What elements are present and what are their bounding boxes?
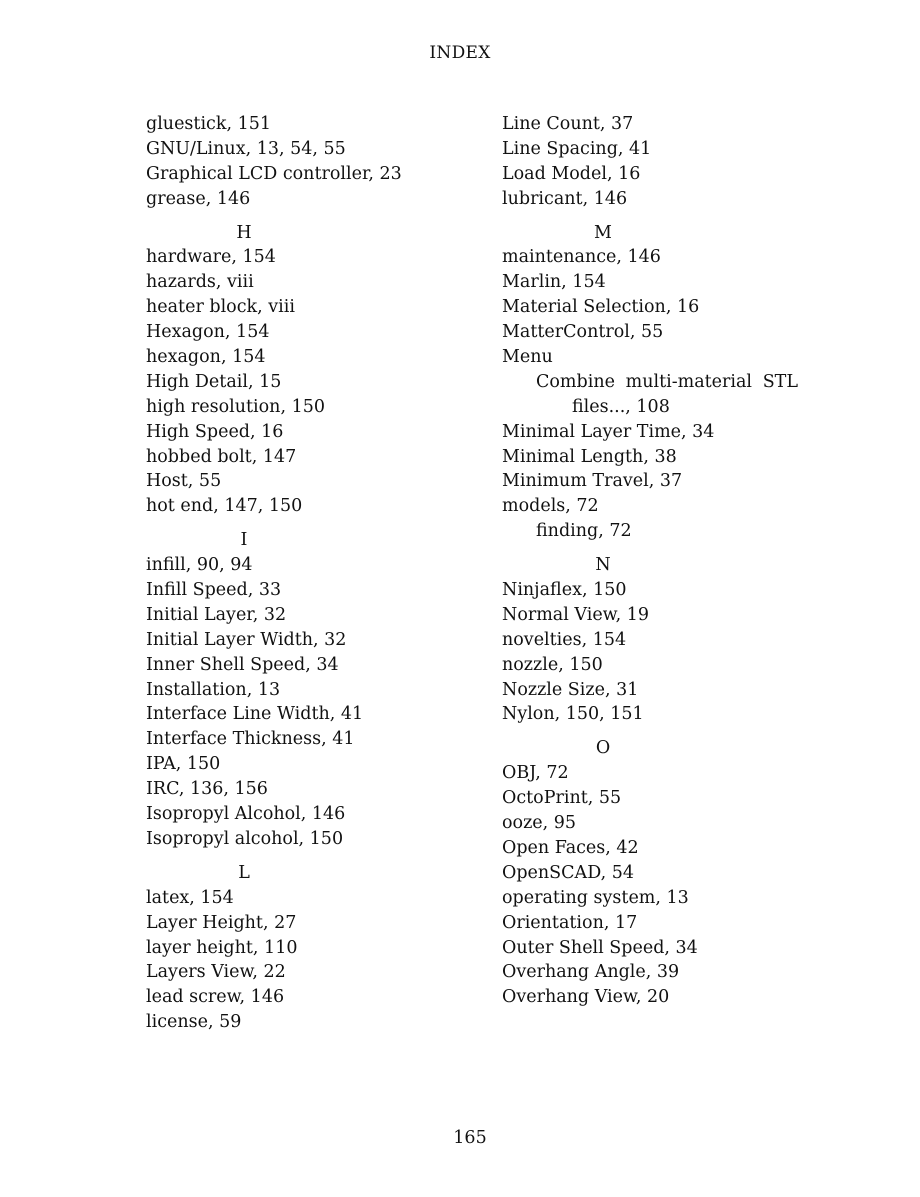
section-letter-n: N	[595, 555, 611, 576]
index-entry: Orientation, 17	[502, 912, 638, 933]
index-entry: Host, 55	[146, 471, 222, 492]
index-entry: nozzle, 150	[502, 654, 603, 675]
index-entry: novelties, 154	[502, 629, 627, 650]
index-entry: ooze, 95	[502, 813, 577, 834]
index-entry: Minimal Length, 38	[502, 446, 677, 467]
index-subentry: finding, 72	[536, 521, 632, 542]
subentry-word: multi-material	[625, 371, 753, 392]
index-entry: Isopropyl alcohol, 150	[146, 828, 344, 849]
running-header: INDEX	[429, 43, 491, 63]
index-group-g	[146, 112, 466, 212]
subentry-word: STL	[762, 371, 798, 392]
index-entry: Load Model, 16	[502, 163, 641, 184]
section-letter-m: M	[594, 222, 612, 243]
index-entry: Ninjaflex, 150	[502, 580, 627, 601]
index-entry: Overhang View, 20	[502, 987, 670, 1008]
index-column-right	[502, 112, 812, 1010]
index-entry: gluestick, 151	[146, 114, 271, 134]
index-entry: Menu	[502, 347, 553, 368]
index-entry: Initial Layer, 32	[146, 604, 287, 625]
index-group-n	[502, 578, 812, 727]
index-entry: Infill Speed, 33	[146, 580, 282, 601]
index-group-o	[502, 761, 812, 1010]
index-entry: Line Count, 37	[502, 114, 634, 134]
index-entry: Layer Height, 27	[146, 912, 297, 933]
index-group-h	[146, 245, 466, 519]
index-column-left	[146, 112, 466, 1035]
page-number: 165	[453, 1128, 487, 1148]
index-entry: Outer Shell Speed, 34	[502, 937, 698, 958]
index-entry: High Detail, 15	[146, 371, 282, 392]
index-entry: Graphical LCD controller, 23	[146, 163, 402, 184]
index-entry: hot end, 147, 150	[146, 496, 303, 517]
index-entry: OpenSCAD, 54	[502, 862, 634, 883]
section-letter-l: L	[238, 862, 250, 883]
index-entry: license, 59	[146, 1012, 242, 1033]
index-entry: Line Spacing, 41	[502, 138, 652, 159]
index-entry: Nozzle Size, 31	[502, 679, 639, 700]
index-entry: Initial Layer Width, 32	[146, 629, 347, 650]
index-entry: high resolution, 150	[146, 396, 325, 417]
index-entry: Minimal Layer Time, 34	[502, 421, 715, 442]
index-group-i	[146, 553, 466, 852]
index-entry: Hexagon, 154	[146, 322, 270, 343]
section-letter-i: I	[240, 530, 248, 551]
index-entry: heater block, viii	[146, 297, 295, 318]
index-entry: OBJ, 72	[502, 763, 569, 784]
index-entry: models, 72	[502, 496, 599, 517]
index-entry: lead screw, 146	[146, 987, 285, 1008]
index-entry: operating system, 13	[502, 887, 689, 908]
index-entry: Isopropyl Alcohol, 146	[146, 804, 346, 825]
index-entry: OctoPrint, 55	[502, 788, 622, 809]
index-entry: IRC, 136, 156	[146, 779, 268, 800]
index-entry: IPA, 150	[146, 754, 221, 775]
index-entry: Installation, 13	[146, 679, 281, 700]
index-entry: High Speed, 16	[146, 421, 284, 442]
index-entry: Interface Thickness, 41	[146, 729, 355, 750]
index-entry: latex, 154	[146, 887, 234, 908]
index-entry: Inner Shell Speed, 34	[146, 654, 339, 675]
section-letter-h: H	[236, 222, 252, 243]
index-entry: MatterControl, 55	[502, 322, 664, 343]
index-subentry-continuation: files..., 108	[572, 396, 670, 417]
index-subentry	[502, 370, 798, 395]
index-entry: Normal View, 19	[502, 604, 649, 625]
index-group-l-continued	[502, 112, 812, 212]
index-entry: Interface Line Width, 41	[146, 704, 364, 725]
index-entry: Material Selection, 16	[502, 297, 700, 318]
index-group-m	[502, 245, 812, 544]
index-entry: Open Faces, 42	[502, 837, 639, 858]
index-entry: Layers View, 22	[146, 962, 286, 983]
index-entry: infill, 90, 94	[146, 555, 253, 576]
index-entry: hobbed bolt, 147	[146, 446, 297, 467]
index-entry: lubricant, 146	[502, 188, 628, 209]
index-entry: layer height, 110	[146, 937, 298, 958]
index-entry: hazards, viii	[146, 272, 254, 293]
index-entry: GNU/Linux, 13, 54, 55	[146, 138, 346, 159]
index-entry: Minimum Travel, 37	[502, 471, 683, 492]
subentry-word: Combine	[536, 371, 615, 392]
index-entry: grease, 146	[146, 188, 251, 209]
section-letter-o: O	[595, 738, 611, 759]
index-entry: maintenance, 146	[502, 247, 661, 268]
index-entry: hexagon, 154	[146, 347, 266, 368]
index-entry: Overhang Angle, 39	[502, 962, 680, 983]
index-entry: Nylon, 150, 151	[502, 704, 644, 725]
index-entry: hardware, 154	[146, 247, 276, 268]
index-entry: Marlin, 154	[502, 272, 606, 293]
index-group-l	[146, 886, 466, 1035]
